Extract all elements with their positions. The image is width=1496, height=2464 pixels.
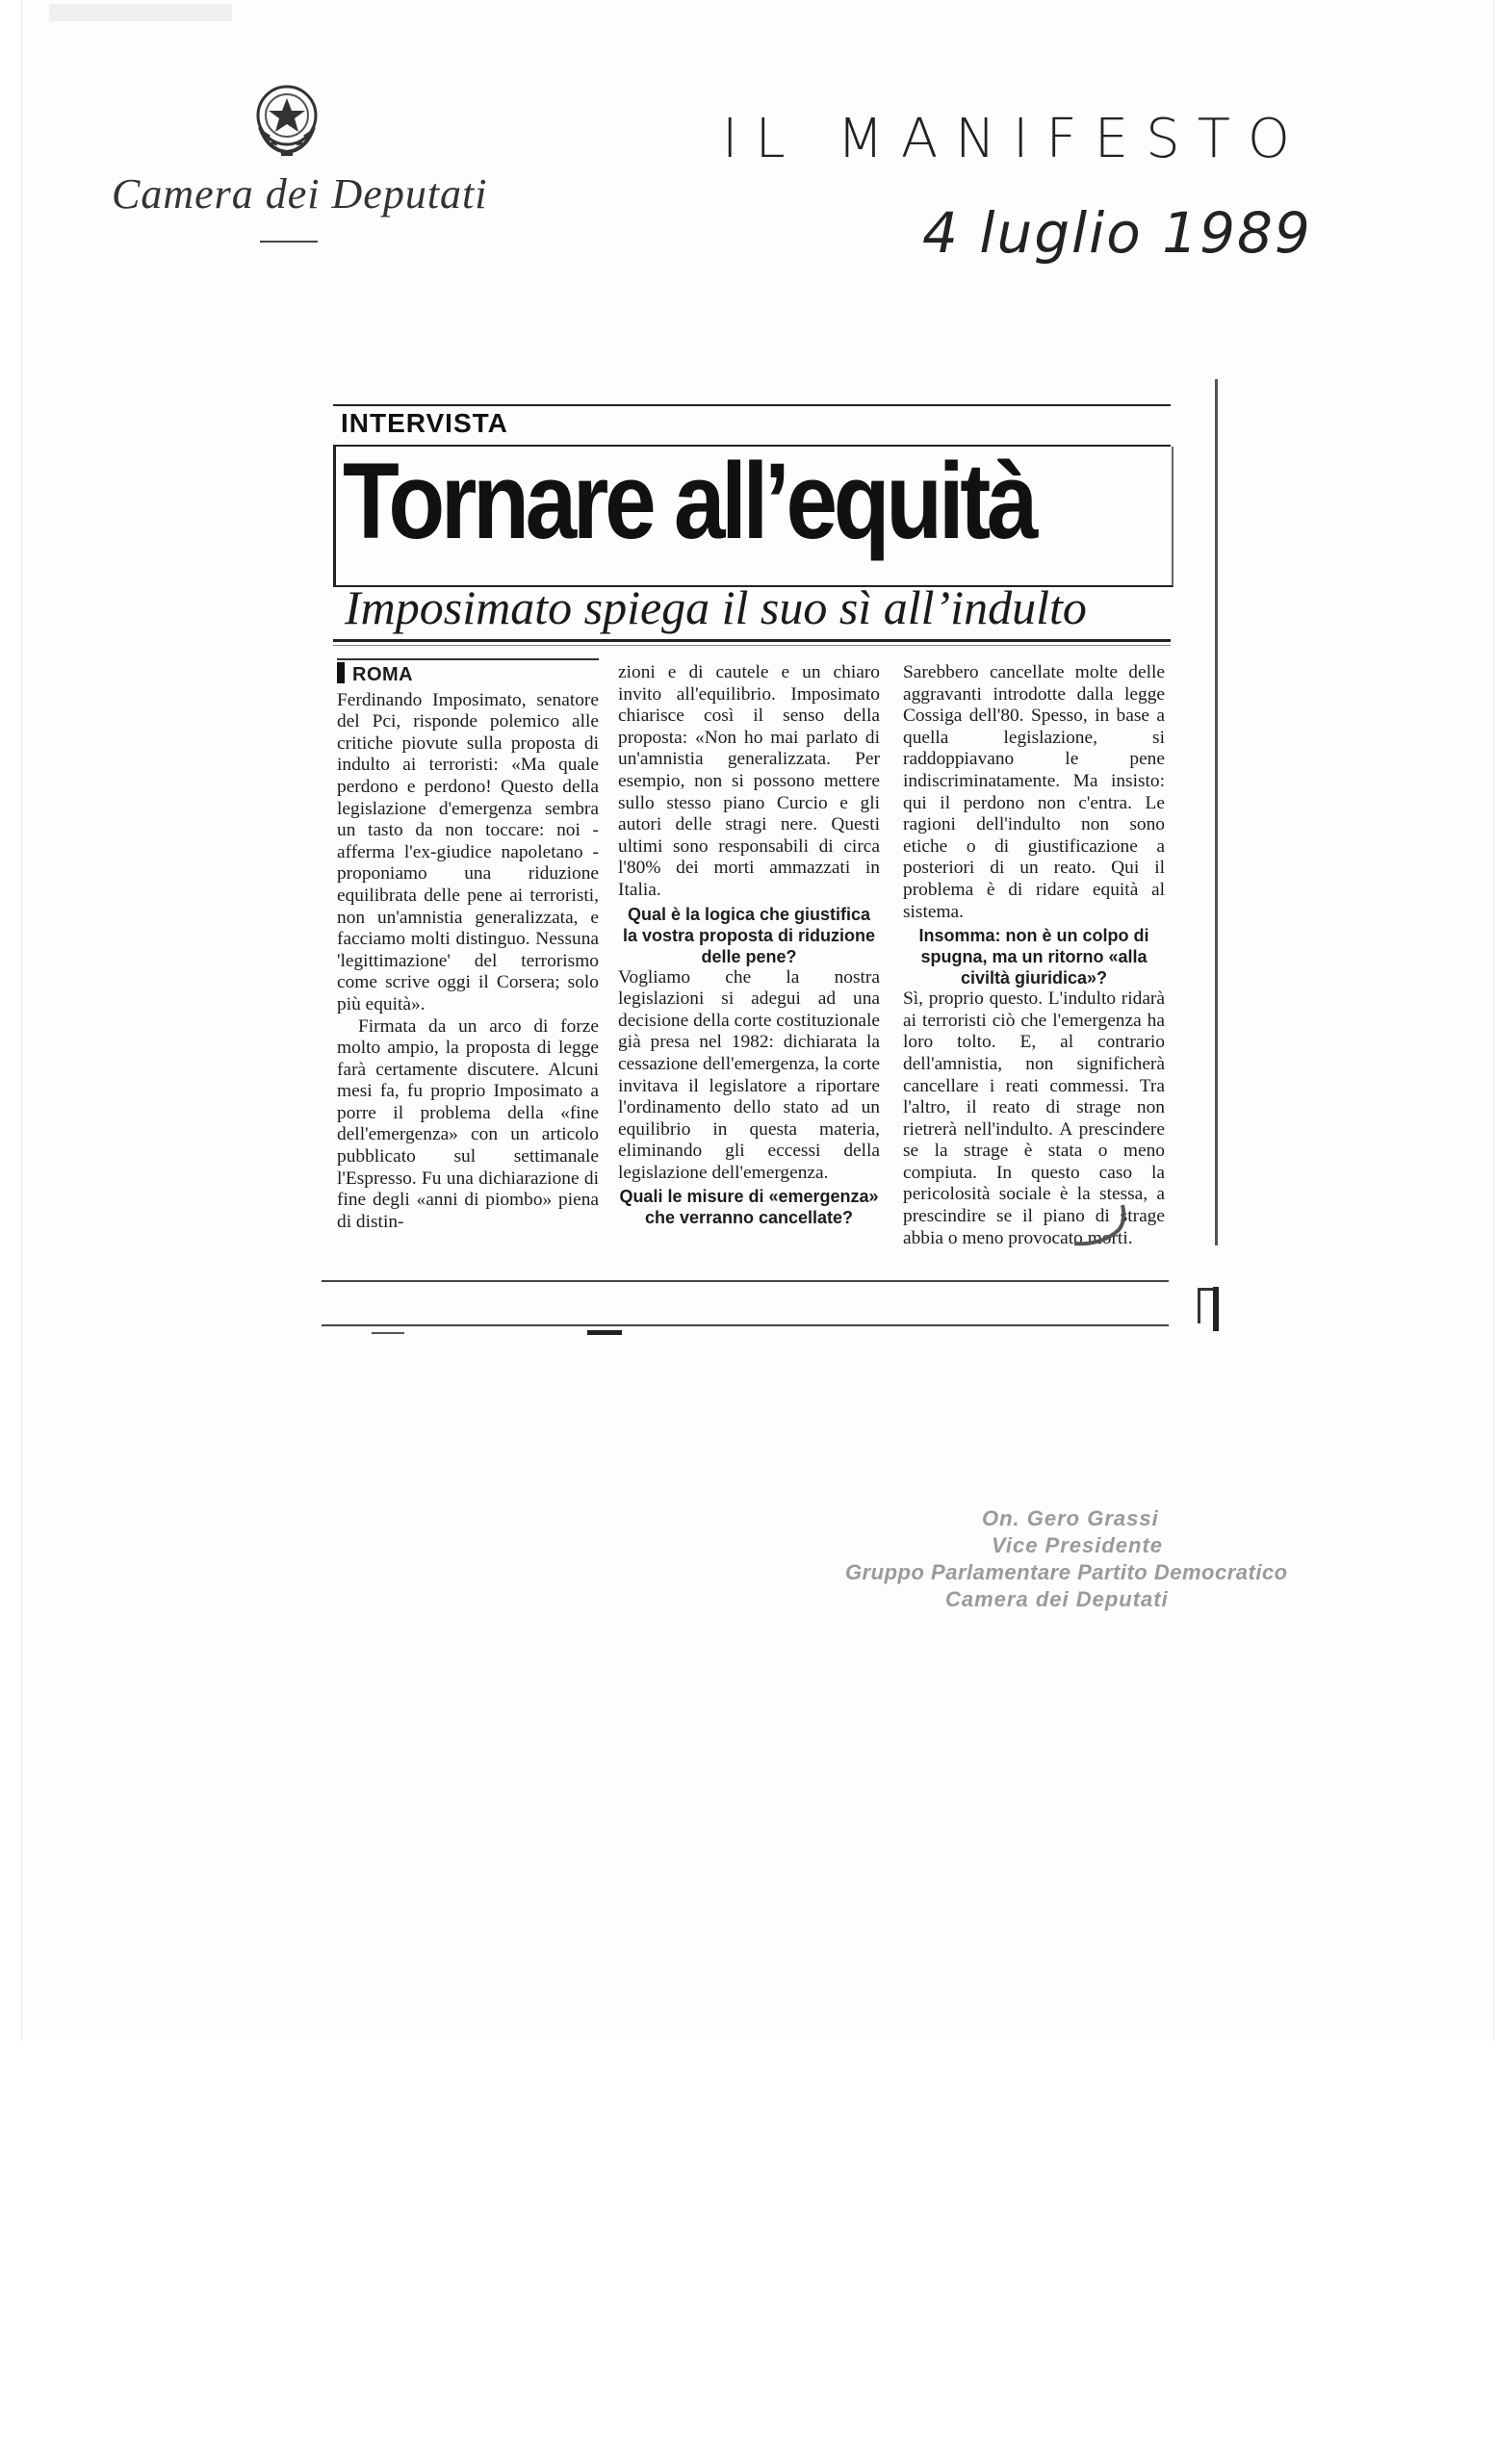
stamp-title: Vice Presidente [992, 1533, 1164, 1557]
footer-rule [322, 1324, 1169, 1326]
footer-rule [322, 1280, 1169, 1282]
interview-question: Insomma: non è un colpo di spugna, ma un ritorno «alla civiltà giuridica»? [918, 926, 1149, 988]
footer-dash [587, 1330, 622, 1335]
article-subheadline: Imposimato spiega il suo sì all’indulto [345, 580, 1087, 634]
article-paragraph: Sarebbero cancellate molte delle aggravanti introdotte dalla legge Cossiga dell'80. Spesso, in base a quella legislazione, si raddoppiavano le pene indiscriminatamente. Ma insisto: qui il perdono non c'entra. Le ragioni dell'indulto non sono etiche o di giustificazione a posteriori di un reato. Qui il problema è di ridare equità al sistema. [903, 662, 1165, 922]
article-paragraph: Sì, proprio questo. L'indulto ridarà ai terroristi ciò che l'emergenza ha loro tolto. E, al contrario dell'amnistia, non significherà cancellare i reati commessi. Tra l'altro, il reato di strage non rietrerà nell'indulto. A prescindere se la strage è stata o meno compiuta. In questo caso la pericolosità sociale è la stessa, a prescindire se il piano di strage abbia o meno provocato morti. [903, 988, 1165, 1248]
article-column-1 [337, 662, 599, 1233]
article-paragraph: Ferdinando Imposimato, senatore del Pci, risponde polemico alle critiche piovute sulla proposta di indulto ai terroristi: «Ma quale perdono e perdono! Questo della legislazione d'emergenza sembra un tasto da non toccare: noi - afferma l'ex-giudice napoletano - proponiamo una riduzione equilibrata delle pene ai terroristi, non un'amnistia generalizzata, e facciamo molti distinguo. Nessuna 'legittimazione' del terrorismo come scrive oggi il Corsera; solo più equità». [337, 689, 599, 1014]
kicker-rule [333, 404, 1171, 406]
letterhead-rule [260, 241, 318, 243]
dateline-rule [337, 658, 599, 660]
stamp-name: On. Gero Grassi [982, 1506, 1159, 1530]
article-paragraph: Vogliamo che la nostra legislazioni si adegui ad una decisione della corte costituzionale già presa nel 1982: dichiarata la cessazione dell'emergenza, la corte invitava il legislatore a riportare l'ordinamento dello stato ad un equilibrio in questa materia, eliminando gli eccessi della legislazione dell'emergenza. [618, 966, 880, 1183]
dateline-marker [337, 662, 345, 683]
article-kicker: INTERVISTA [341, 408, 508, 438]
article-headline: Tornare all’equità [343, 441, 1035, 561]
letterhead-institution: Camera dei Deputati [112, 170, 488, 218]
subheadline-rule [333, 645, 1171, 646]
official-stamp [838, 1506, 1288, 1622]
article-column-2 [618, 662, 880, 1228]
stamp-group: Gruppo Parlamentare Partito Democratico [845, 1560, 1288, 1584]
newspaper-clipping [322, 397, 1217, 1359]
italian-republic-emblem-icon [248, 79, 325, 160]
scan-smudge [49, 4, 232, 21]
subheadline-rule [333, 639, 1171, 642]
article-column-3 [903, 662, 1165, 1249]
dateline-text: ROMA [352, 664, 414, 685]
interview-question: Qual è la logica che giustifica la vostra proposta di riduzione delle pene? [622, 904, 876, 966]
interview-question: Quali le misure di «emergenza» che verranno cancellate? [619, 1187, 879, 1228]
clipping-edge-line [1215, 379, 1218, 1245]
handwritten-source: IL MANIFESTO [722, 108, 1307, 170]
article-dateline [337, 662, 599, 686]
article-paragraph: zioni e di cautele e un chiaro invito all'equilibrio. Imposimato chiarisce così il senso della proposta: «Non ho mai parlato di un'amnistia generalizzata. Per esempio, non si possono mettere sullo stesso piano Curcio e gli autori delle stragi nere. Questi ultimi sono responsabili di circa l'80% dei morti ammazzati in Italia. [618, 662, 880, 900]
pen-mark-icon [1072, 1201, 1130, 1249]
footer-dash [372, 1332, 404, 1334]
clipping-edge-mark [1198, 1288, 1214, 1323]
article-paragraph: Firmata da un arco di forze molto ampio, la proposta di legge farà certamente discutere. Alcuni mesi fa, fu proprio Imposimato a porre il problema della «fine dell'emergenza» con un articolo pubblicato sul settimanale l'Espresso. Fu una dichiarazione di fine degli «anni di piombo» piena di distin- [337, 1015, 599, 1232]
handwritten-date: 4 luglio 1989 [922, 200, 1312, 266]
clipping-edge-bar [1213, 1287, 1219, 1331]
stamp-institution: Camera dei Deputati [945, 1587, 1169, 1611]
